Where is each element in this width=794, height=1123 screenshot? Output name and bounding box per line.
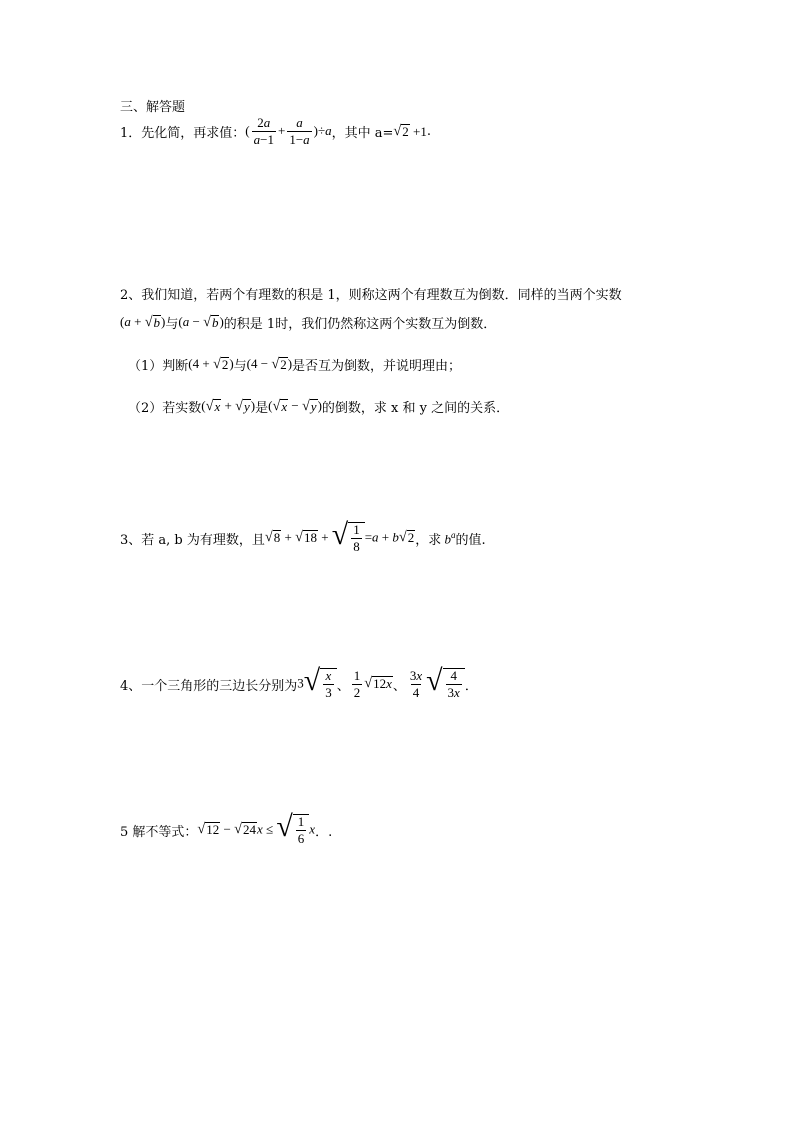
- q1-tail: ，其中 a=: [331, 126, 394, 142]
- question-3: [120, 518, 486, 555]
- q2-expr-b: (a − √ b ): [178, 314, 224, 331]
- q5-expression: √ 12 − √ 24 x ≤ √ $\frac{1}{6}$ x: [197, 810, 316, 847]
- q2-sub1-expr-a: (4 + √ 2 ): [188, 356, 234, 373]
- q5-end: ．.: [315, 824, 333, 840]
- question-1: 1．先化简，再求值： ( $\frac{2a}{a-1}$ + $\frac{a}{1-a}$ )÷a ，其中 a= √ 2 +1 .: [120, 115, 431, 148]
- q2-sub1-mid: 与: [233, 359, 247, 374]
- question-2-line-1: [120, 284, 622, 303]
- q2-sub2-mid: 是: [255, 401, 269, 416]
- q2-sub2-expr-a: ( √ x + √ y ): [201, 398, 256, 415]
- q3-tail: ，求: [415, 532, 442, 548]
- q2-sub2-prefix: （2）若实数: [128, 401, 202, 416]
- question-2-sub-1: [128, 355, 461, 374]
- q2-sub1-tail: 是否互为倒数，并说明理由；: [292, 359, 462, 374]
- question-2-sub-2: [128, 397, 509, 416]
- q3-end: 的值.: [455, 532, 486, 548]
- q5-prefix: 5 解不等式：: [120, 824, 198, 840]
- q2-line2-mid: 与: [165, 317, 179, 332]
- q4-side-2: $\frac{1}{2}$ √ 12x: [353, 667, 392, 700]
- q2-sub2-expr-b: ( √ x − √ y ): [268, 398, 322, 415]
- q2-line1: 2、我们知道，若两个有理数的积是 1，则称这两个有理数互为倒数．同样的当两个实数: [120, 288, 622, 303]
- q2-line2-tail: 的积是 1时，我们仍然称这两个实数互为倒数．: [223, 317, 497, 332]
- question-2-line-2: [120, 313, 496, 332]
- q1-end: .: [426, 124, 431, 140]
- q1-sqrt2: √ 2: [393, 122, 409, 139]
- q4-sep-2: 、: [392, 678, 406, 694]
- q1-prefix: 1．先化简，再求值：: [120, 126, 246, 142]
- q4-sep-1: 、: [336, 678, 350, 694]
- q1-expression: ( $\frac{2a}{a-1}$ + $\frac{a}{1-a}$ )÷a: [245, 115, 332, 148]
- q2-expr-a: (a + √ b ): [120, 314, 166, 331]
- q4-side-1: 3 √ $\frac{x}{3}$: [297, 668, 336, 701]
- question-5: [120, 810, 333, 847]
- section-title-text: 三、解答题: [120, 100, 186, 115]
- q2-sub1-prefix: （1）判断: [128, 359, 189, 374]
- question-4: [120, 664, 478, 701]
- q3-power: $b^a$: [441, 529, 456, 546]
- q3-expression: √ 8 + √ 18 + √ $\frac{1}{8}$ =a + b √ 2: [264, 518, 415, 555]
- q4-prefix: 4、一个三角形的三边长分别为: [120, 678, 298, 694]
- q4-end: ．: [464, 678, 478, 694]
- section-title: [120, 96, 185, 115]
- q2-sub1-expr-b: (4 − √ 2 ): [246, 356, 293, 373]
- q3-prefix: 3、若 a, b 为有理数，且: [120, 532, 265, 548]
- q4-side-3: $\frac{3x}{4}$ √ $\frac{4}{3x}$: [406, 668, 465, 701]
- q2-sub2-tail: 的倒数，求 x 和 y 之间的关系．: [321, 401, 510, 416]
